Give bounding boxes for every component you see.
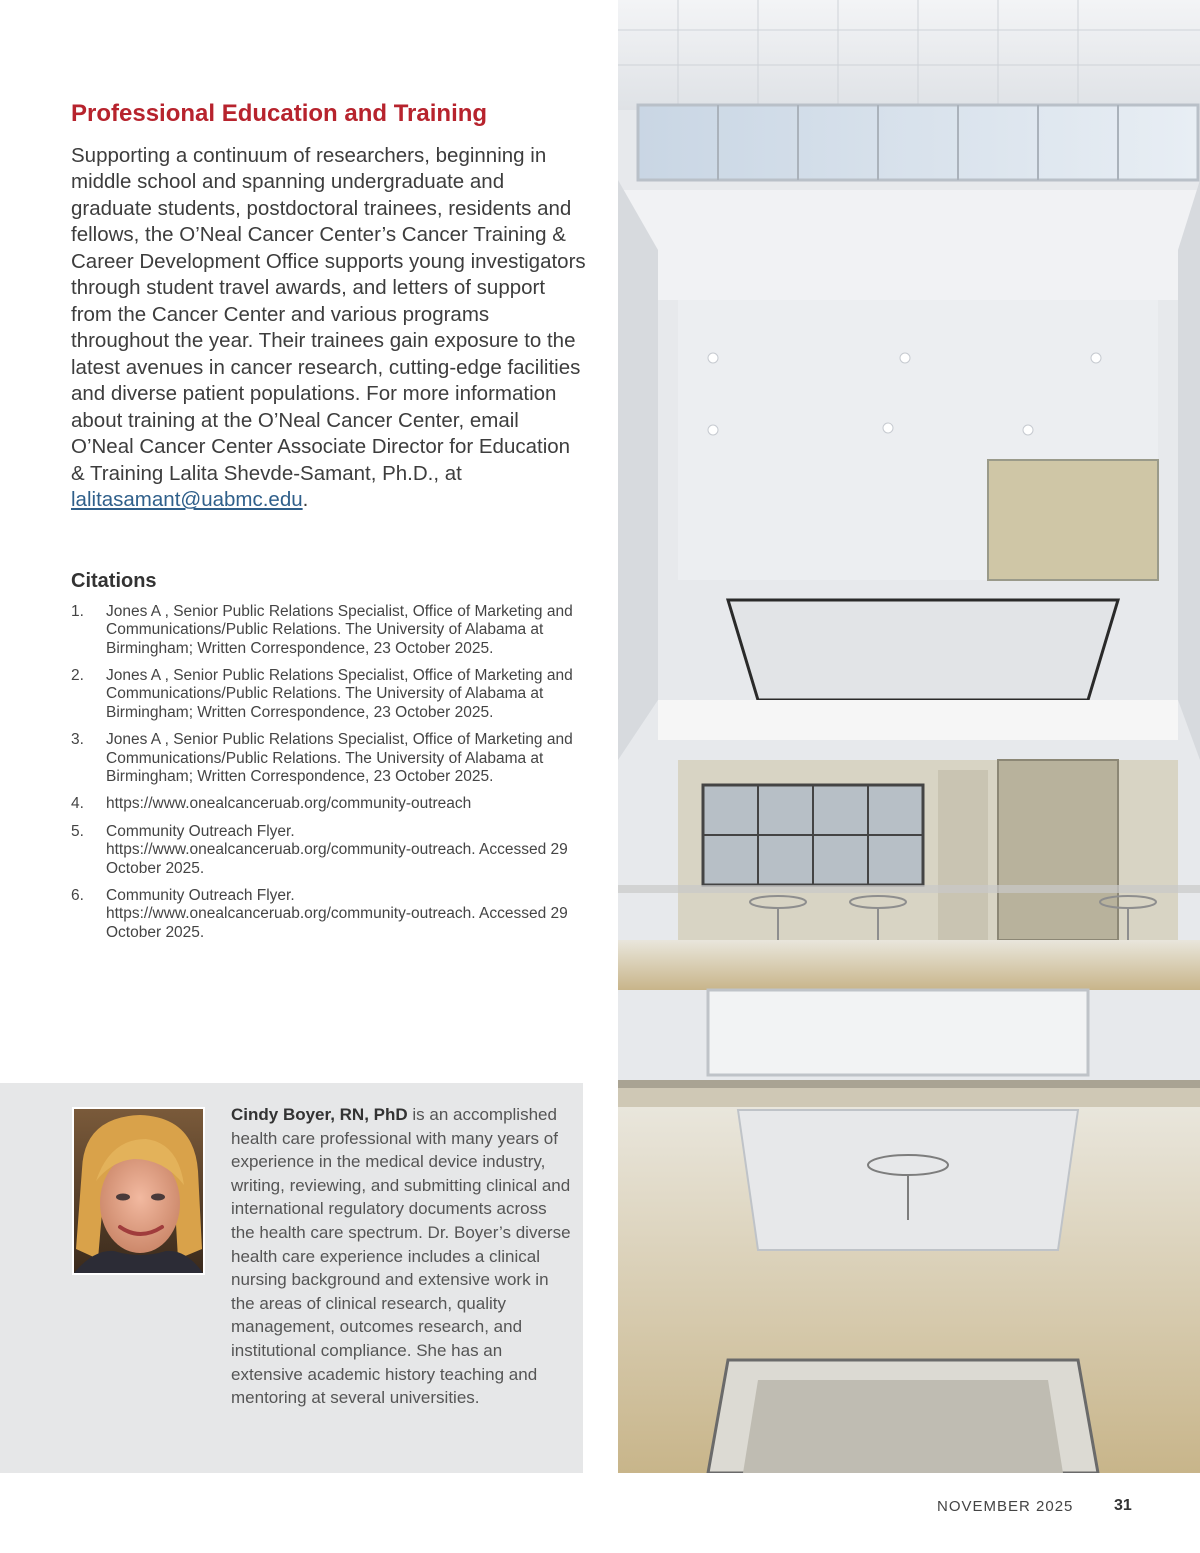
author-portrait-image [74,1109,203,1273]
citations-list [71,603,586,943]
page-number: 31 [1114,1497,1132,1514]
citation-number: 1. [71,602,84,620]
citation-item [71,603,586,658]
citation-text: Community Outreach Flyer. https://www.onealcanceruab.org/community-outreach. Accessed 29 October 2025. [106,887,568,941]
citation-number: 3. [71,731,84,749]
citation-text: Community Outreach Flyer. https://www.onealcanceruab.org/community-outreach. Accessed 29 October 2025. [106,822,568,877]
citation-item [71,823,586,878]
citation-number: 6. [71,887,84,905]
author-bio-text: is an accomplished health care professional with many years of experience in the medical device industry, writing, reviewing, and submitting clinical and international regulatory documents across the health care spectrum. Dr. Boyer’s diverse health care experience includes a clinical nursing background and extensive work in the areas of clinical research, quality management, outcomes research, and institutional compliance. She has an extensive academic history teaching and mentoring at several universities. [231,1105,571,1408]
atrium-photo [618,0,1200,1473]
section-paragraph [71,143,586,514]
paragraph-text: Supporting a continuum of researchers, beginning in middle school and spanning undergraduate and graduate students, postdoctoral trainees, residents and fellows, the O’Neal Cancer Center’s Cancer Training & Career Development Office supports young investigators through student travel awards, and letters of support from the Cancer Center and various programs throughout the year. Their trainees gain exposure to the latest avenues in cancer research, cutting-edge facilities and diverse patient populations. For more information about training at the O’Neal Cancer Center, email O’Neal Cancer Center Associate Director for Education & Training Lalita Shevde-Samant, Ph.D., at [71,143,586,485]
email-link[interactable]: lalitasamant@uabmc.edu [71,488,303,512]
citation-text: Jones A , Senior Public Relations Specialist, Office of Marketing and Communications/Public Relations. The University of Alabama at Birmingham; Written Correspondence, 23 October 2025. [106,602,573,657]
citation-item [71,667,586,722]
citation-text: Jones A , Senior Public Relations Specialist, Office of Marketing and Communications/Public Relations. The University of Alabama at Birmingham; Written Correspondence, 23 October 2025. [106,731,573,786]
author-bio-panel [0,1083,583,1473]
citation-item [71,795,586,813]
citation-text[interactable]: https://www.onealcanceruab.org/community-outreach [106,795,472,813]
citation-text: Jones A , Senior Public Relations Specialist, Office of Marketing and Communications/Public Relations. The University of Alabama at Birmingham; Written Correspondence, 23 October 2025. [106,667,573,721]
citations-heading: Citations [71,569,157,592]
citation-item [71,731,586,786]
atrium-photo-image [618,0,1200,1473]
author-bio [231,1103,571,1410]
paragraph-end: . [302,488,309,512]
author-name: Cindy Boyer, RN, PhD [231,1105,408,1124]
main-column [71,100,586,951]
footer-date: NOVEMBER 2025 [937,1498,1074,1515]
citation-number: 2. [71,667,84,685]
citation-number: 4. [71,795,84,813]
citation-number: 5. [71,822,84,840]
section-heading: Professional Education and Training [71,100,488,127]
citation-item [71,887,586,942]
author-portrait [72,1107,205,1275]
